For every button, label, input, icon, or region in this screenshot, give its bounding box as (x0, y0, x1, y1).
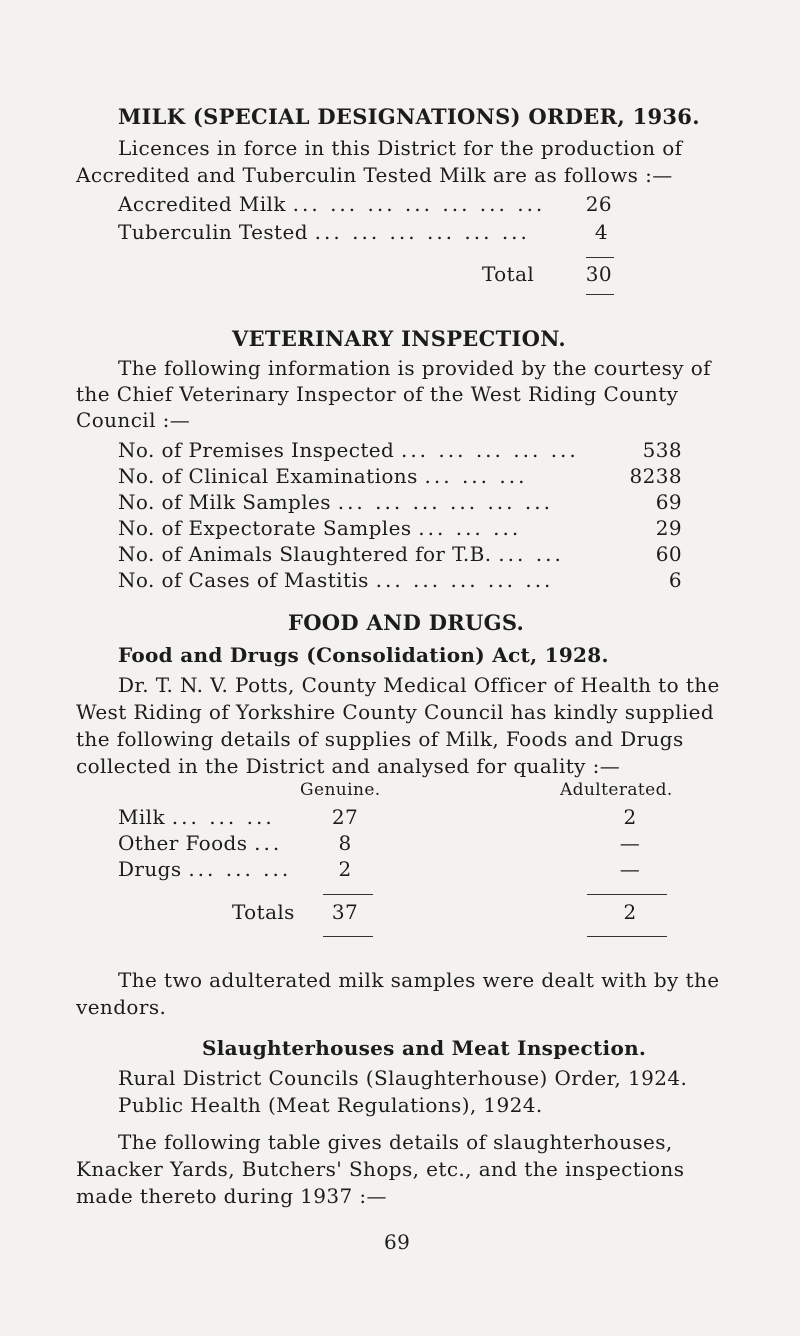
row-leader-dots: ... ... ... (424, 464, 528, 488)
vet-row-expectorate (118, 516, 521, 540)
row-leader-dots: ... ... ... ... ... ... (337, 490, 553, 514)
vet-row-clinical-value: 8238 (629, 464, 682, 488)
row-label: No. of Animals Slaughtered for T.B. (118, 542, 492, 566)
row-leader-dots: ... (254, 831, 283, 855)
row-label: Accredited Milk (118, 192, 286, 216)
milk-row-tuberculin-value: 4 (594, 220, 608, 244)
totals-rule-genuine-top (323, 894, 373, 895)
food-row-other-foods-genuine: 8 (338, 831, 352, 855)
vet-row-milk-samples (118, 490, 553, 514)
food-row-milk (118, 805, 275, 829)
food-note-line-1: The two adulterated milk samples were dealt with by the (118, 968, 720, 992)
row-leader-dots: ... ... ... (171, 805, 275, 829)
food-totals-genuine: 37 (331, 900, 359, 924)
total-rule-top (586, 257, 614, 258)
food-row-milk-genuine: 27 (331, 805, 359, 829)
row-label: No. of Expectorate Samples (118, 516, 412, 540)
slaughter-regulations-line: Public Health (Meat Regulations), 1924. (118, 1093, 543, 1117)
slaughter-order-line: Rural District Councils (Slaughterhouse) Order, 1924. (118, 1066, 688, 1090)
totals-rule-adulterated-top (587, 894, 667, 895)
milk-intro-line-2: Accredited and Tuberculin Tested Milk are as follows :— (76, 163, 673, 187)
vet-row-clinical (118, 464, 527, 488)
vet-row-premises (118, 438, 579, 462)
row-label: No. of Cases of Mastitis (118, 568, 369, 592)
row-leader-dots: ... ... ... ... ... (400, 438, 579, 462)
milk-row-accredited-label (118, 192, 545, 216)
vet-row-mastitis (118, 568, 553, 592)
food-row-milk-adulterated: 2 (623, 805, 637, 829)
food-row-other-foods (118, 831, 282, 855)
row-label: No. of Milk Samples (118, 490, 331, 514)
milk-total-label: Total (482, 262, 535, 286)
totals-rule-adulterated-bottom (587, 936, 667, 937)
vet-row-milk-samples-value: 69 (655, 490, 682, 514)
food-drugs-act: Food and Drugs (Consolidation) Act, 1928. (118, 643, 609, 667)
vet-row-expectorate-value: 29 (655, 516, 682, 540)
row-leader-dots: ... ... ... (188, 857, 292, 881)
food-intro-line-3: the following details of supplies of Milk, Foods and Drugs (76, 727, 684, 751)
col-header-adulterated: Adulterated. (560, 780, 673, 800)
slaughter-para-line-1: The following table gives details of slaughterhouses, (118, 1130, 673, 1154)
food-totals-adulterated: 2 (623, 900, 637, 924)
milk-order-heading: MILK (SPECIAL DESIGNATIONS) ORDER, 1936. (118, 104, 700, 129)
row-label: Other Foods (118, 831, 248, 855)
milk-row-accredited-value: 26 (585, 192, 612, 216)
page-number: 69 (384, 1230, 411, 1254)
food-drugs-heading: FOOD AND DRUGS. (288, 610, 525, 635)
food-intro-line-2: West Riding of Yorkshire County Council has kindly supplied (76, 700, 715, 724)
row-label: Drugs (118, 857, 182, 881)
row-label: Tuberculin Tested (118, 220, 308, 244)
col-header-genuine: Genuine. (300, 780, 381, 800)
totals-rule-genuine-bottom (323, 936, 373, 937)
food-note-line-2: vendors. (76, 995, 167, 1019)
vet-intro-line-2: the Chief Veterinary Inspector of the West Riding County (76, 382, 679, 406)
veterinary-heading: VETERINARY INSPECTION. (232, 326, 567, 351)
milk-intro-line-1: Licences in force in this District for the production of (118, 136, 683, 160)
row-label: No. of Clinical Examinations (118, 464, 418, 488)
row-leader-dots: ... ... ... ... ... ... ... (292, 192, 546, 216)
food-row-other-foods-adulterated: — (619, 831, 641, 855)
milk-total-value: 30 (585, 262, 612, 286)
row-leader-dots: ... ... (498, 542, 564, 566)
food-intro-line-1: Dr. T. N. V. Potts, County Medical Officer of Health to the (118, 673, 720, 697)
row-leader-dots: ... ... ... ... ... (375, 568, 554, 592)
vet-intro-line-3: Council :— (76, 408, 191, 432)
row-leader-dots: ... ... ... (418, 516, 522, 540)
slaughter-para-line-3: made thereto during 1937 :— (76, 1184, 387, 1208)
vet-intro-line-1: The following information is provided by the courtesy of (118, 356, 711, 380)
food-row-drugs-adulterated: — (619, 857, 641, 881)
vet-row-animals-value: 60 (655, 542, 682, 566)
milk-row-tuberculin-label (118, 220, 530, 244)
row-leader-dots: ... ... ... ... ... ... (314, 220, 530, 244)
vet-row-premises-value: 538 (642, 438, 682, 462)
total-rule-bottom (586, 294, 614, 295)
row-label: Milk (118, 805, 165, 829)
row-label: No. of Premises Inspected (118, 438, 395, 462)
slaughter-heading: Slaughterhouses and Meat Inspection. (202, 1036, 647, 1060)
slaughter-para-line-2: Knacker Yards, Butchers' Shops, etc., and the inspections (76, 1157, 685, 1181)
vet-row-mastitis-value: 6 (668, 568, 682, 592)
food-row-drugs (118, 857, 291, 881)
vet-row-animals (118, 542, 564, 566)
food-intro-line-4: collected in the District and analysed for quality :— (76, 754, 621, 778)
food-row-drugs-genuine: 2 (338, 857, 352, 881)
food-totals-label: Totals (232, 900, 295, 924)
